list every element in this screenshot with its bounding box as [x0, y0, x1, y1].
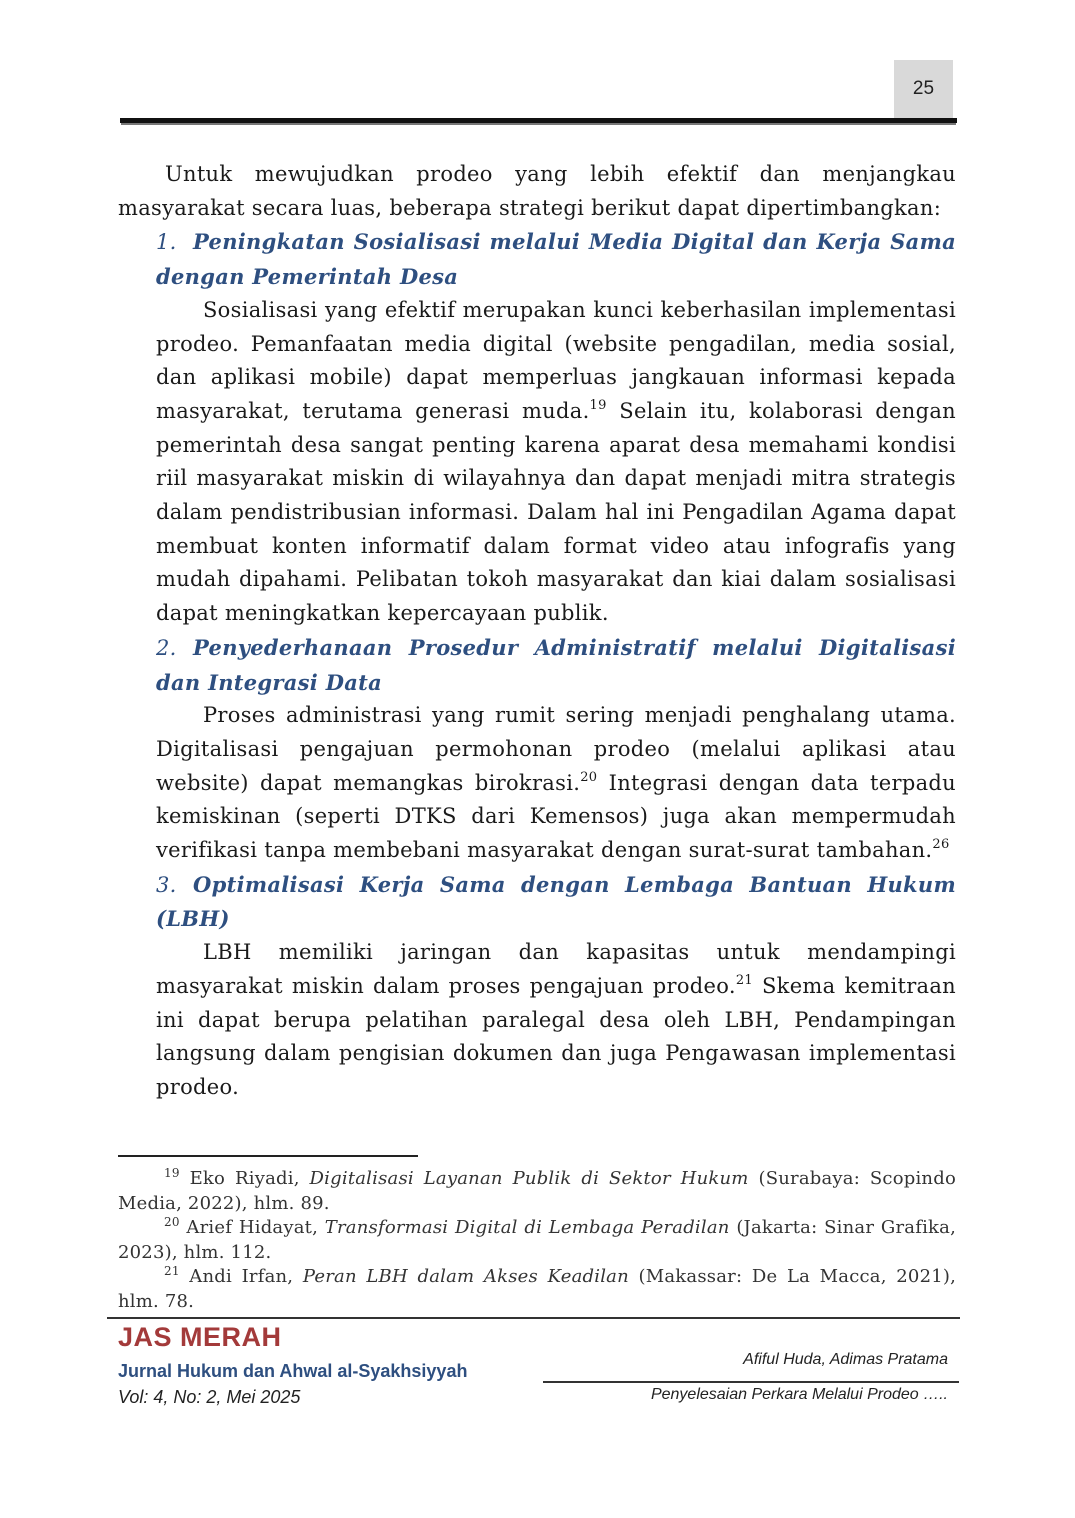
page-number: 25 [912, 78, 935, 99]
footnote-author: Eko Riyadi, [179, 1168, 310, 1189]
article-short-title: Penyelesaian Perkara Melalui Prodeo ….. [650, 1386, 948, 1403]
footnote-title: Peran LBH dalam Akses Keadilan [302, 1266, 629, 1287]
footnote-19 [118, 1167, 956, 1216]
intro-paragraph: Untuk mewujudkan prodeo yang lebih efektif dan menjangkau masyarakat secara luas, beberapa strategi berikut dapat dipertimbangkan: [118, 162, 956, 220]
footnote-ref-21[interactable]: 21 [735, 972, 753, 988]
strategy-heading-2 [156, 631, 956, 699]
journal-volume: Vol: 4, No: 2, Mei 2025 [118, 1387, 301, 1407]
strategy-body-2 [156, 699, 956, 868]
footer-rule [107, 1317, 960, 1319]
strategy-number-2: 2. [156, 635, 177, 660]
footnote-number: 19 [164, 1166, 180, 1180]
footnote-ref-19[interactable]: 19 [589, 397, 607, 413]
footnotes [118, 1167, 956, 1314]
strategy-number-3: 3. [156, 872, 177, 897]
strategy-item-1 [156, 225, 956, 630]
journal-subtitle: Jurnal Hukum dan Ahwal al-Syakhsiyyah [118, 1361, 468, 1381]
strategy-item-2 [156, 631, 956, 868]
strategy-title-2: Penyederhanaan Prosedur Administratif melalui Digitalisasi dan Integrasi Data [156, 634, 956, 695]
footnote-separator [118, 1155, 418, 1157]
journal-name: JAS MERAH [118, 1322, 282, 1352]
footnote-number: 21 [164, 1264, 180, 1278]
footnote-ref-26[interactable]: 26 [932, 837, 950, 853]
strategy-body-1-part-a: Sosialisasi yang efektif merupakan kunci keberhasilan implementasi prodeo. Pemanfaatan media digital (website pengadilan, media sosial, dan aplikasi mobile) dapat memperluas jangkauan informasi kepada masyarakat, terutama generasi muda. [156, 297, 956, 423]
page-number-box [894, 60, 953, 118]
footnote-publisher: (Makassar: De La Macca, 2021), hlm. 78. [118, 1266, 957, 1312]
footnote-21 [118, 1265, 956, 1314]
strategy-heading-3 [156, 868, 956, 936]
main-text [118, 158, 956, 1105]
footnote-author: Arief Hidayat, [179, 1217, 325, 1238]
header-rule [120, 118, 957, 123]
footnote-title: Digitalisasi Layanan Publik di Sektor Hukum [309, 1168, 749, 1189]
strategy-body-2-part-a: Proses administrasi yang rumit sering menjadi penghalang utama. Digitalisasi pengajuan permohonan prodeo (melalui aplikasi atau website) dapat memangkas birokrasi. [156, 703, 956, 795]
footnote-publisher: (Surabaya: Scopindo Media, 2022), hlm. 89. [118, 1168, 956, 1214]
footnote-ref-20[interactable]: 20 [580, 769, 598, 785]
footer-author-rule [543, 1381, 959, 1383]
strategy-item-3 [156, 868, 956, 1105]
strategy-body-1 [156, 294, 956, 631]
strategy-title-1: Peningkatan Sosialisasi melalui Media Digital dan Kerja Sama dengan Pemerintah Desa [156, 229, 956, 290]
footnote-number: 20 [164, 1215, 180, 1229]
footnote-author: Andi Irfan, [179, 1266, 303, 1287]
strategy-title-3: Optimalisasi Kerja Sama dengan Lembaga Bantuan Hukum (LBH) [156, 871, 956, 932]
footnote-publisher: (Jakarta: Sinar Grafika, 2023), hlm. 112. [118, 1217, 956, 1263]
footnote-title: Transformasi Digital di Lembaga Peradilan [324, 1217, 730, 1238]
strategy-heading-1 [156, 225, 956, 293]
strategy-body-2-part-b: Integrasi dengan data terpadu kemiskinan (seperti DTKS dari Kemensos) juga akan mempermudah verifikasi tanpa membebani masyarakat dengan surat-surat tambahan. [156, 770, 956, 863]
strategy-body-3-part-a: LBH memiliki jaringan dan kapasitas untuk mendampingi masyarakat miskin dalam proses pengajuan prodeo. [156, 940, 956, 998]
footnote-20 [118, 1216, 956, 1265]
strategy-body-3 [156, 936, 956, 1105]
strategy-number-1: 1. [156, 230, 177, 255]
article-authors: Afiful Huda, Adimas Pratama [743, 1351, 948, 1368]
strategy-body-1-part-b: Selain itu, kolaborasi dengan pemerintah desa sangat penting karena aparat desa memahami kondisi riil masyarakat miskin di wilayahnya dan dapat menjadi mitra strategis dalam pendistribusian informasi. Dalam hal ini Pengadilan Agama dapat membuat konten informatif dalam format video atau infografis yang mudah dipahami. Pelibatan tokoh masyarakat dan kiai dalam sosialisasi dapat meningkatkan kepercayaan publik. [156, 398, 956, 626]
strategy-body-3-part-b: Skema kemitraan ini dapat berupa pelatihan paralegal desa oleh LBH, Pendampingan langsung dalam pengisian dokumen dan juga Pengawasan implementasi prodeo. [156, 973, 957, 1099]
